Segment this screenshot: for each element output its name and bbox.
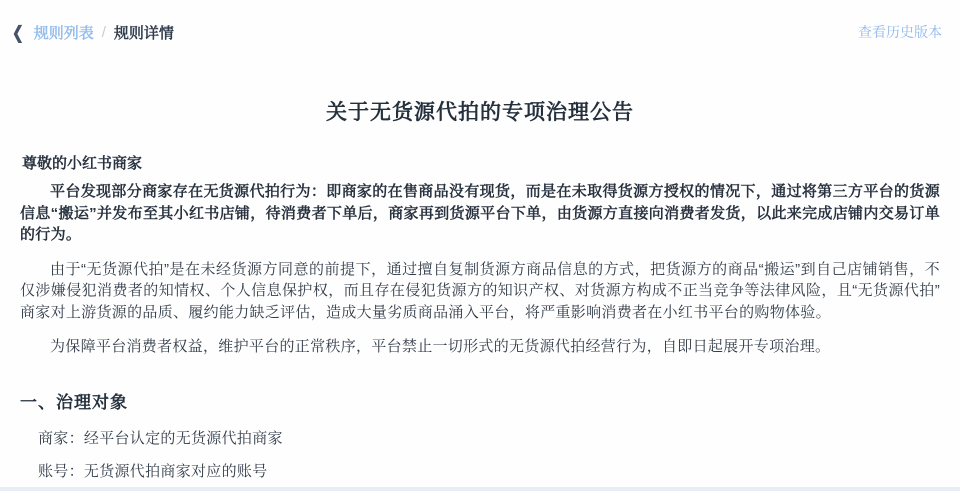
announcement-document bbox=[0, 96, 960, 481]
section-1-heading: 一、治理对象 bbox=[20, 392, 128, 412]
breadcrumb-rule-detail: 规则详情 bbox=[113, 24, 174, 42]
section-1-item-account: 账号：无货源代拍商家对应的账号 bbox=[38, 462, 268, 480]
greeting-line: 尊敬的小红书商家 bbox=[22, 155, 143, 172]
paragraph-measures: 为保障平台消费者权益，维护平台的正常秩序，平台禁止一切形式的无货源代拍经营行为，自即日起展开专项治理。 bbox=[50, 338, 831, 355]
breadcrumb-rule-list-link[interactable]: 规则列表 bbox=[33, 24, 94, 42]
paragraph-definition: 平台发现部分商家存在无货源代拍行为：即商家的在售商品没有现货，而是在未取得货源方授权的情况下，通过将第三方平台的货源信息“搬运”并发布至其小红书店铺，待消费者下单后，商家再到货源平台下单，由货源方直接向消费者发货，以此来完成店铺内交易订单的行为。 bbox=[20, 183, 940, 243]
breadcrumb bbox=[0, 0, 960, 44]
view-history-versions-link[interactable]: 查看历史版本 bbox=[858, 24, 942, 40]
section-1-item-merchant: 商家：经平台认定的无货源代拍商家 bbox=[38, 429, 283, 447]
back-chevron-icon[interactable]: ❮ bbox=[12, 22, 24, 42]
announcement-title: 关于无货源代拍的专项治理公告 bbox=[326, 101, 634, 124]
bottom-divider bbox=[0, 487, 960, 491]
paragraph-risks: 由于“无货源代拍”是在未经货源方同意的前提下，通过擅自复制货源方商品信息的方式，把货源方的商品“搬运”到自己店铺销售，不仅涉嫌侵犯消费者的知情权、个人信息保护权，而且存在侵犯货源方的知识产权、对货源方构成不正当竞争等法律风险，且“无货源代拍”商家对上游货源的品质、履约能力缺乏评估，造成大量劣质商品涌入平台，将严重影响消费者在小红书平台的购物体验。 bbox=[20, 260, 940, 321]
breadcrumb-separator: / bbox=[101, 23, 106, 41]
